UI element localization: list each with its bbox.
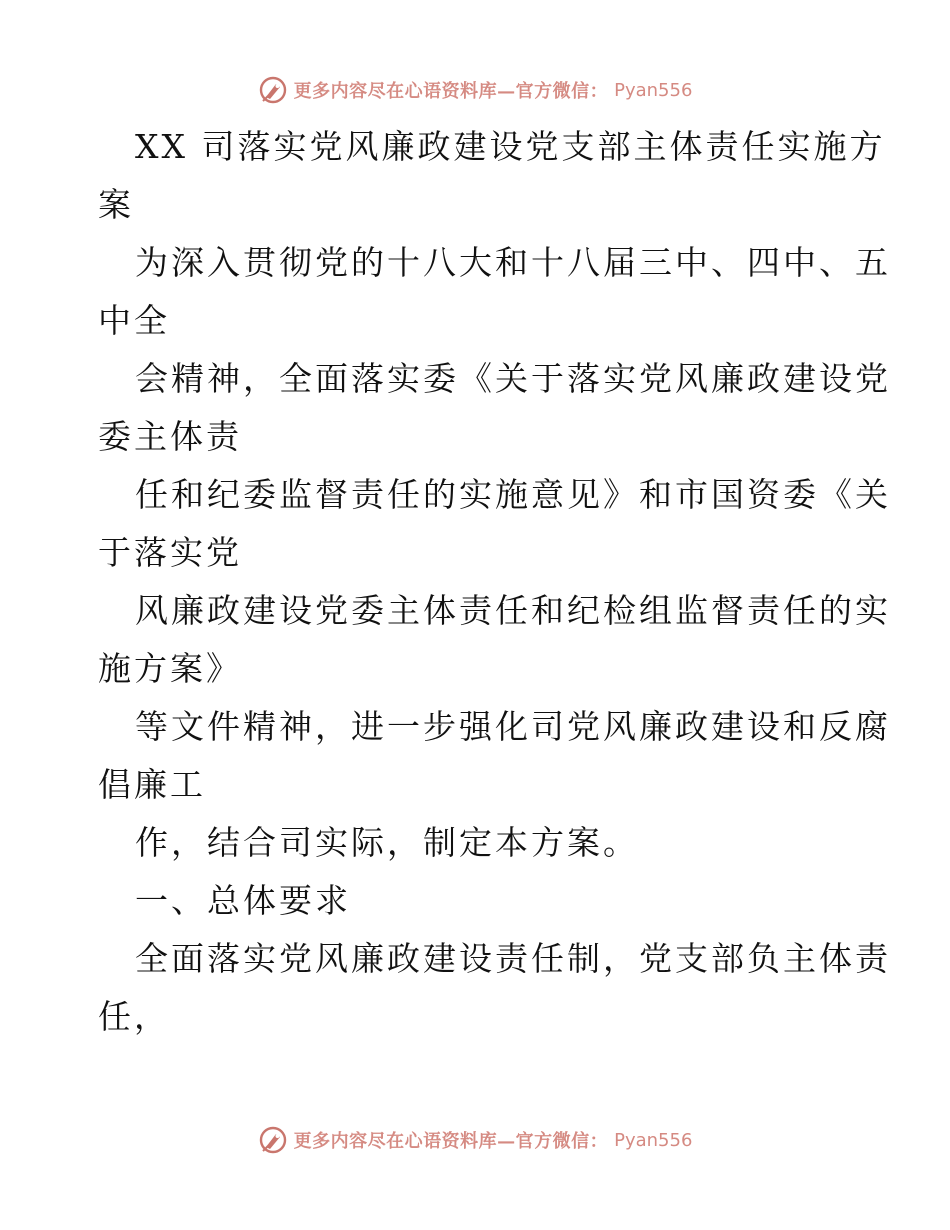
pen-nib-circle-icon bbox=[258, 1125, 288, 1155]
paragraph-line: 为深入贯彻党的十八大和十八届三中、四中、五 bbox=[135, 243, 891, 282]
watermark-text: 更多内容尽在心语资料库—官方微信： bbox=[293, 81, 609, 102]
paragraph-line: 会精神，全面落实委《关于落实党风廉政建设党 bbox=[135, 359, 891, 398]
document-body bbox=[98, 118, 891, 1046]
paragraph-line: 任， bbox=[98, 997, 170, 1036]
document-title-line-1: XX 司落实党风廉政建设党支部主体责任实施方 bbox=[135, 127, 886, 166]
paragraph-line: 于落实党 bbox=[98, 533, 242, 572]
paragraph-line: 倡廉工 bbox=[98, 765, 206, 804]
paragraph-line: 委主体责 bbox=[98, 417, 242, 456]
pen-nib-circle-icon bbox=[258, 75, 288, 105]
watermark-text: 更多内容尽在心语资料库—官方微信： bbox=[293, 1131, 609, 1152]
watermark-wechat-id: Pyan556 bbox=[614, 79, 693, 101]
paragraph-line: 任和纪委监督责任的实施意见》和市国资委《关 bbox=[135, 475, 891, 514]
section-heading: 一、总体要求 bbox=[135, 881, 351, 920]
document-title-line-2: 案 bbox=[98, 185, 134, 224]
paragraph-line: 施方案》 bbox=[98, 649, 242, 688]
watermark-header bbox=[0, 70, 950, 110]
paragraph-line: 全面落实党风廉政建设责任制，党支部负主体责 bbox=[135, 939, 891, 978]
watermark-wechat-id: Pyan556 bbox=[614, 1129, 693, 1151]
watermark-footer bbox=[0, 1120, 950, 1160]
paragraph-line: 作，结合司实际，制定本方案。 bbox=[135, 823, 639, 862]
paragraph-line: 风廉政建设党委主体责任和纪检组监督责任的实 bbox=[135, 591, 891, 630]
paragraph-line: 等文件精神，进一步强化司党风廉政建设和反腐 bbox=[135, 707, 891, 746]
paragraph-line: 中全 bbox=[98, 301, 170, 340]
